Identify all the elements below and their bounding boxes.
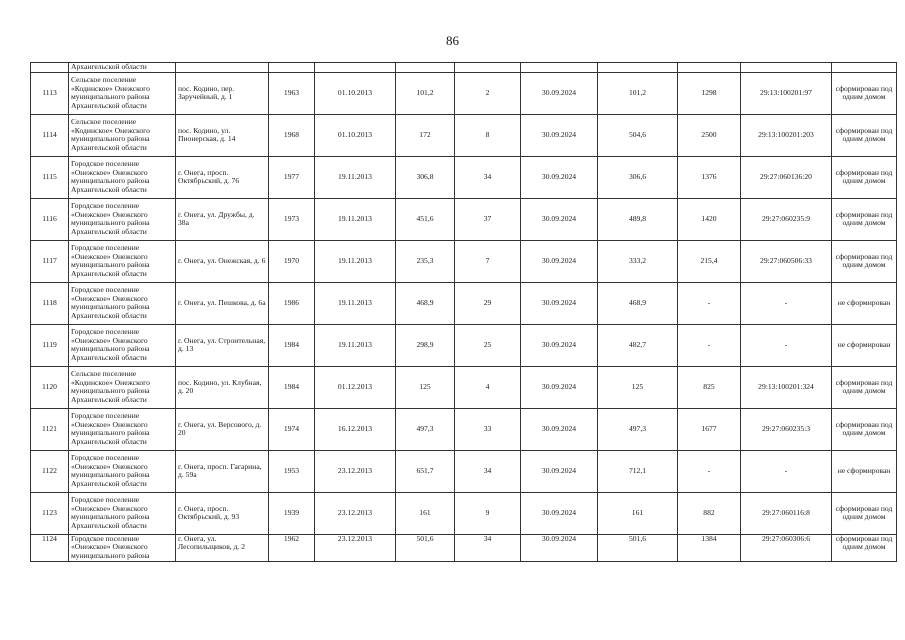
cadastral-number-cell: 29:13:100201:203 [741, 114, 832, 156]
row-number-cell: 1117 [31, 240, 69, 282]
residents-count-cell: 2 [455, 72, 521, 114]
residents-count-cell: 25 [455, 324, 521, 366]
resettlement-deadline-cell: 30.09.2024 [521, 534, 598, 561]
total-area-cell: 712,1 [598, 450, 678, 492]
year-built-cell: 1963 [269, 72, 315, 114]
resettlement-deadline-cell: 30.09.2024 [521, 324, 598, 366]
cadastral-number-cell: 29:13:100201:324 [741, 366, 832, 408]
year-built-cell: 1970 [269, 240, 315, 282]
table-row [31, 492, 897, 534]
cadastral-number-cell: 29:27:060306:6 [741, 534, 832, 561]
table-row [31, 156, 897, 198]
total-area-cell: 468,9 [598, 282, 678, 324]
land-status-cell: не сформирован [832, 324, 897, 366]
land-status-cell: сформирован под одним домом [832, 408, 897, 450]
municipality-cell: Сельское поселение «Кодинское» Онежского муниципального района Архангельской области [69, 366, 176, 408]
year-built-cell: 1939 [269, 492, 315, 534]
residents-count-cell: 37 [455, 198, 521, 240]
resettlement-area-cell: 298,9 [396, 324, 455, 366]
land-status-cell: сформирован под одним домом [832, 198, 897, 240]
total-area-cell: 306,6 [598, 156, 678, 198]
land-status-cell: не сформирован [832, 282, 897, 324]
cadastral-number-cell: 29:27:060136:20 [741, 156, 832, 198]
year-built-cell: 1977 [269, 156, 315, 198]
year-built-cell: 1962 [269, 534, 315, 561]
land-status-cell: сформирован под одним домом [832, 534, 897, 561]
land-plot-area-cell: 1298 [678, 72, 741, 114]
resettlement-deadline-cell: 30.09.2024 [521, 240, 598, 282]
cadastral-number-cell: 29:27:060235:9 [741, 198, 832, 240]
row-number-cell: 1120 [31, 366, 69, 408]
cadastral-number-cell: - [741, 450, 832, 492]
land-plot-area-cell: 1376 [678, 156, 741, 198]
row-number-cell: 1119 [31, 324, 69, 366]
row-number-cell: 1116 [31, 198, 69, 240]
resettlement-area-cell: 501,6 [396, 534, 455, 561]
municipality-cell: Городское поселение «Онежское» Онежского муниципального района [69, 534, 176, 561]
resettlement-deadline-cell: 30.09.2024 [521, 282, 598, 324]
address-cell: г. Онега, просп. Октябрьский, д. 93 [176, 492, 269, 534]
table-row [31, 450, 897, 492]
residents-count-cell: 34 [455, 534, 521, 561]
recognition-date-cell: 01.10.2013 [315, 114, 396, 156]
resettlement-deadline-cell: 30.09.2024 [521, 114, 598, 156]
row-number-cell: 1113 [31, 72, 69, 114]
municipality-cell: Сельское поселение «Кодинское» Онежского муниципального района Архангельской области [69, 72, 176, 114]
resettlement-area-cell: 172 [396, 114, 455, 156]
address-cell: г. Онега, просп. Гагарина, д. 59а [176, 450, 269, 492]
table-body [31, 63, 897, 562]
resettlement-deadline-cell: 30.09.2024 [521, 450, 598, 492]
continuation-cell: Архангельской области [69, 63, 176, 73]
total-area-cell: 101,2 [598, 72, 678, 114]
address-cell: г. Онега, ул. Пешкова, д. 6а [176, 282, 269, 324]
cadastral-number-cell: - [741, 282, 832, 324]
resettlement-area-cell: 306,8 [396, 156, 455, 198]
recognition-date-cell: 19.11.2013 [315, 198, 396, 240]
row-number-cell: 1121 [31, 408, 69, 450]
year-built-cell: 1974 [269, 408, 315, 450]
cadastral-number-cell: 29:27:060116:8 [741, 492, 832, 534]
total-area-cell: 489,8 [598, 198, 678, 240]
resettlement-area-cell: 101,2 [396, 72, 455, 114]
address-cell: пос. Кодино, пер. Заручейный, д. 1 [176, 72, 269, 114]
table-row [31, 198, 897, 240]
land-plot-area-cell: - [678, 450, 741, 492]
municipality-cell: Городское поселение «Онежское» Онежского муниципального района Архангельской области [69, 198, 176, 240]
cadastral-number-cell: - [741, 324, 832, 366]
year-built-cell: 1984 [269, 366, 315, 408]
recognition-date-cell: 23.12.2013 [315, 450, 396, 492]
resettlement-area-cell: 497,3 [396, 408, 455, 450]
municipality-cell: Сельское поселение «Кодинское» Онежского муниципального района Архангельской области [69, 114, 176, 156]
municipality-cell: Городское поселение «Онежское» Онежского муниципального района Архангельской области [69, 492, 176, 534]
residents-count-cell: 29 [455, 282, 521, 324]
residents-count-cell: 33 [455, 408, 521, 450]
recognition-date-cell: 19.11.2013 [315, 240, 396, 282]
address-cell: г. Онега, ул. Онежская, д. 6 [176, 240, 269, 282]
land-plot-area-cell: 1420 [678, 198, 741, 240]
residents-count-cell: 4 [455, 366, 521, 408]
residents-count-cell: 34 [455, 450, 521, 492]
row-number-cell: 1115 [31, 156, 69, 198]
address-cell: пос. Кодино, ул. Пионерская, д. 14 [176, 114, 269, 156]
row-number-cell: 1123 [31, 492, 69, 534]
resettlement-area-cell: 468,9 [396, 282, 455, 324]
row-number-cell: 1114 [31, 114, 69, 156]
address-cell: пос. Кодино, ул. Клубная, д. 20 [176, 366, 269, 408]
land-status-cell: сформирован под одним домом [832, 72, 897, 114]
recognition-date-cell: 19.11.2013 [315, 156, 396, 198]
recognition-date-cell: 16.12.2013 [315, 408, 396, 450]
recognition-date-cell: 19.11.2013 [315, 282, 396, 324]
land-plot-area-cell: 1677 [678, 408, 741, 450]
municipality-cell: Городское поселение «Онежское» Онежского муниципального района Архангельской области [69, 324, 176, 366]
land-plot-area-cell: - [678, 282, 741, 324]
address-cell: г. Онега, ул. Дружбы, д. 38а [176, 198, 269, 240]
total-area-cell: 482,7 [598, 324, 678, 366]
address-cell: г. Онега, ул. Версового, д. 20 [176, 408, 269, 450]
resettlement-deadline-cell: 30.09.2024 [521, 198, 598, 240]
residents-count-cell: 7 [455, 240, 521, 282]
land-status-cell: не сформирован [832, 450, 897, 492]
cadastral-number-cell: 29:27:060506:33 [741, 240, 832, 282]
table-row [31, 240, 897, 282]
total-area-cell: 501,6 [598, 534, 678, 561]
row-number-cell: 1122 [31, 450, 69, 492]
resettlement-deadline-cell: 30.09.2024 [521, 408, 598, 450]
address-cell: г. Онега, просп. Октябрьский, д. 76 [176, 156, 269, 198]
resettlement-deadline-cell: 30.09.2024 [521, 492, 598, 534]
residents-count-cell: 9 [455, 492, 521, 534]
table-row [31, 114, 897, 156]
total-area-cell: 333,2 [598, 240, 678, 282]
row-number-cell: 1124 [31, 534, 69, 561]
total-area-cell: 161 [598, 492, 678, 534]
year-built-cell: 1984 [269, 324, 315, 366]
table-row [31, 282, 897, 324]
resettlement-area-cell: 235,3 [396, 240, 455, 282]
land-plot-area-cell: 1384 [678, 534, 741, 561]
recognition-date-cell: 23.12.2013 [315, 534, 396, 561]
land-plot-area-cell: 825 [678, 366, 741, 408]
recognition-date-cell: 01.12.2013 [315, 366, 396, 408]
municipality-cell: Городское поселение «Онежское» Онежского муниципального района Архангельской области [69, 282, 176, 324]
land-status-cell: сформирован под одним домом [832, 366, 897, 408]
cadastral-number-cell: 29:13:100201:97 [741, 72, 832, 114]
table-row [31, 324, 897, 366]
year-built-cell: 1986 [269, 282, 315, 324]
table-row [31, 534, 897, 561]
resettlement-area-cell: 451,6 [396, 198, 455, 240]
year-built-cell: 1968 [269, 114, 315, 156]
resettlement-deadline-cell: 30.09.2024 [521, 72, 598, 114]
resettlement-area-cell: 161 [396, 492, 455, 534]
municipality-cell: Городское поселение «Онежское» Онежского муниципального района Архангельской области [69, 240, 176, 282]
resettlement-deadline-cell: 30.09.2024 [521, 366, 598, 408]
year-built-cell: 1953 [269, 450, 315, 492]
resettlement-area-cell: 651,7 [396, 450, 455, 492]
row-number-cell: 1118 [31, 282, 69, 324]
recognition-date-cell: 01.10.2013 [315, 72, 396, 114]
housing-registry-table [30, 62, 897, 562]
table-row [31, 408, 897, 450]
land-plot-area-cell: 215,4 [678, 240, 741, 282]
land-plot-area-cell: 882 [678, 492, 741, 534]
land-plot-area-cell: - [678, 324, 741, 366]
year-built-cell: 1973 [269, 198, 315, 240]
land-status-cell: сформирован под одним домом [832, 114, 897, 156]
total-area-cell: 504,6 [598, 114, 678, 156]
residents-count-cell: 34 [455, 156, 521, 198]
resettlement-deadline-cell: 30.09.2024 [521, 156, 598, 198]
table-row [31, 72, 897, 114]
land-plot-area-cell: 2500 [678, 114, 741, 156]
land-status-cell: сформирован под одним домом [832, 156, 897, 198]
total-area-cell: 497,3 [598, 408, 678, 450]
recognition-date-cell: 23.12.2013 [315, 492, 396, 534]
residents-count-cell: 8 [455, 114, 521, 156]
municipality-cell: Городское поселение «Онежское» Онежского муниципального района Архангельской области [69, 408, 176, 450]
page-number: 86 [446, 33, 459, 48]
continuation-row [31, 63, 897, 73]
cadastral-number-cell: 29:27:060235:3 [741, 408, 832, 450]
land-status-cell: сформирован под одним домом [832, 492, 897, 534]
address-cell: г. Онега, ул. Лесопильщиков, д. 2 [176, 534, 269, 561]
total-area-cell: 125 [598, 366, 678, 408]
recognition-date-cell: 19.11.2013 [315, 324, 396, 366]
address-cell: г. Онега, ул. Строительная, д. 13 [176, 324, 269, 366]
land-status-cell: сформирован под одним домом [832, 240, 897, 282]
municipality-cell: Городское поселение «Онежское» Онежского муниципального района Архангельской области [69, 156, 176, 198]
municipality-cell: Городское поселение «Онежское» Онежского муниципального района Архангельской области [69, 450, 176, 492]
resettlement-area-cell: 125 [396, 366, 455, 408]
table-row [31, 366, 897, 408]
